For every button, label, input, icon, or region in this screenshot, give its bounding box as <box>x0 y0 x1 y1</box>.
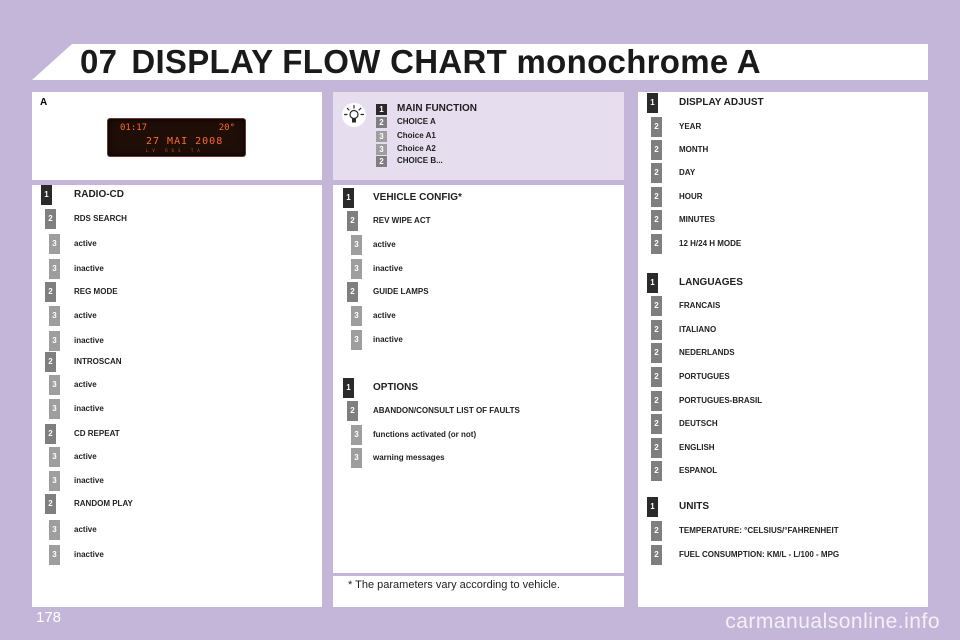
watermark: carmanualsonline.info <box>725 610 940 633</box>
level-2-badge: 2 <box>651 545 662 565</box>
main-function-heading: MAIN FUNCTION <box>397 103 477 114</box>
level-3-badge: 3 <box>49 471 60 491</box>
level-2-badge: 2 <box>651 187 662 207</box>
level-2-badge: 2 <box>347 211 358 231</box>
level-3-badge: 3 <box>49 520 60 540</box>
main-function-item: CHOICE B... <box>397 156 443 165</box>
display-indicators: LV RDS TA <box>146 148 204 153</box>
level-2-badge: 2 <box>651 234 662 254</box>
languages-item: ENGLISH <box>679 443 715 452</box>
level-3-badge: 3 <box>49 447 60 467</box>
display-adjust-item: MONTH <box>679 145 709 154</box>
options-heading: OPTIONS <box>373 382 419 393</box>
units-item: TEMPERATURE: °CELSIUS/°FAHRENHEIT <box>679 526 839 535</box>
display-date: 27 MAI 2008 <box>146 136 224 147</box>
page-number: 178 <box>36 609 62 626</box>
level-3-badge: 3 <box>351 306 362 326</box>
radio-cd-heading: RADIO-CD <box>74 189 124 200</box>
level-3-badge: 3 <box>351 330 362 350</box>
level-2-badge: 2 <box>651 210 662 230</box>
vehicle-config-item: active <box>373 240 396 249</box>
radio-cd-item: CD REPEAT <box>74 429 120 438</box>
display-adjust-item: YEAR <box>679 122 702 131</box>
display-adjust-item: MINUTES <box>679 215 715 224</box>
level-1-badge: 1 <box>647 497 658 517</box>
languages-item: DEUTSCH <box>679 419 718 428</box>
radio-cd-item: active <box>74 380 97 389</box>
chapter-number: 07 <box>80 43 118 80</box>
level-3-badge: 3 <box>376 131 387 142</box>
level-3-badge: 3 <box>49 331 60 351</box>
level-2-badge: 2 <box>45 282 56 302</box>
level-1-badge: 1 <box>41 185 52 205</box>
level-2-badge: 2 <box>651 343 662 363</box>
level-1-badge: 1 <box>647 93 658 113</box>
options-item: ABANDON/CONSULT LIST OF FAULTS <box>373 406 520 415</box>
vehicle-config-item: GUIDE LAMPS <box>373 287 429 296</box>
level-1-badge: 1 <box>343 188 354 208</box>
radio-display-screen <box>107 118 246 157</box>
level-3-badge: 3 <box>351 448 362 468</box>
options-item: functions activated (or not) <box>373 430 477 439</box>
level-3-badge: 3 <box>49 306 60 326</box>
level-3-badge: 3 <box>351 425 362 445</box>
vehicle-config-item: active <box>373 311 396 320</box>
level-3-badge: 3 <box>351 259 362 279</box>
languages-item: PORTUGUES-BRASIL <box>679 396 763 405</box>
level-3-badge: 3 <box>49 545 60 565</box>
level-1-badge: 1 <box>376 104 387 115</box>
main-function-item: CHOICE A <box>397 117 436 126</box>
level-2-badge: 2 <box>376 156 387 167</box>
display-adjust-heading: DISPLAY ADJUST <box>679 97 764 108</box>
vehicle-config-item: inactive <box>373 264 403 273</box>
level-2-badge: 2 <box>651 367 662 387</box>
radio-cd-item: active <box>74 452 97 461</box>
level-2-badge: 2 <box>45 494 56 514</box>
display-temperature: 20° <box>218 123 235 133</box>
level-2-badge: 2 <box>376 117 387 128</box>
radio-cd-item: inactive <box>74 404 104 413</box>
radio-cd-item: REG MODE <box>74 287 118 296</box>
level-2-badge: 2 <box>45 209 56 229</box>
level-2-badge: 2 <box>651 296 662 316</box>
level-2-badge: 2 <box>347 282 358 302</box>
level-2-badge: 2 <box>45 424 56 444</box>
level-2-badge: 2 <box>651 117 662 137</box>
radio-cd-panel <box>32 185 322 607</box>
display-adjust-item: DAY <box>679 168 696 177</box>
display-adjust-item: HOUR <box>679 192 703 201</box>
radio-cd-item: inactive <box>74 550 104 559</box>
lightbulb-icon <box>341 102 367 128</box>
page-title <box>80 42 761 82</box>
level-2-badge: 2 <box>651 391 662 411</box>
vehicle-config-item: inactive <box>373 335 403 344</box>
vehicle-config-item: REV WIPE ACT <box>373 216 431 225</box>
level-2-badge: 2 <box>651 140 662 160</box>
level-2-badge: 2 <box>45 352 56 372</box>
languages-item: PORTUGUES <box>679 372 730 381</box>
vehicle-config-heading: VEHICLE CONFIG* <box>373 192 462 203</box>
options-item: warning messages <box>373 453 445 462</box>
radio-cd-item: active <box>74 239 97 248</box>
level-3-badge: 3 <box>49 375 60 395</box>
level-3-badge: 3 <box>49 234 60 254</box>
radio-cd-item: inactive <box>74 336 104 345</box>
level-1-badge: 1 <box>647 273 658 293</box>
level-2-badge: 2 <box>651 414 662 434</box>
level-2-badge: 2 <box>651 320 662 340</box>
main-function-item: Choice A1 <box>397 131 436 140</box>
title-text: DISPLAY FLOW CHART monochrome A <box>131 43 761 80</box>
radio-cd-item: RANDOM PLAY <box>74 499 133 508</box>
level-2-badge: 2 <box>651 461 662 481</box>
radio-cd-item: active <box>74 525 97 534</box>
units-heading: UNITS <box>679 501 709 512</box>
footnote: * The parameters vary according to vehicle. <box>348 579 560 591</box>
units-item: FUEL CONSUMPTION: KM/L - L/100 - MPG <box>679 550 840 559</box>
display-adjust-item: 12 H/24 H MODE <box>679 239 742 248</box>
languages-item: ESPANOL <box>679 466 718 475</box>
main-function-item: Choice A2 <box>397 144 436 153</box>
radio-cd-item: INTROSCAN <box>74 357 122 366</box>
display-label: A <box>40 97 48 108</box>
radio-cd-item: RDS SEARCH <box>74 214 127 223</box>
level-2-badge: 2 <box>651 521 662 541</box>
level-3-badge: 3 <box>49 399 60 419</box>
languages-item: ITALIANO <box>679 325 717 334</box>
level-3-badge: 3 <box>49 259 60 279</box>
level-3-badge: 3 <box>376 144 387 155</box>
languages-heading: LANGUAGES <box>679 277 743 288</box>
level-3-badge: 3 <box>351 235 362 255</box>
display-time: 01:17 <box>120 123 148 133</box>
languages-item: FRANCAIS <box>679 301 721 310</box>
radio-cd-item: inactive <box>74 476 104 485</box>
languages-item: NEDERLANDS <box>679 348 735 357</box>
radio-cd-item: inactive <box>74 264 104 273</box>
radio-cd-item: active <box>74 311 97 320</box>
level-1-badge: 1 <box>343 378 354 398</box>
level-2-badge: 2 <box>651 438 662 458</box>
level-2-badge: 2 <box>347 401 358 421</box>
level-2-badge: 2 <box>651 163 662 183</box>
